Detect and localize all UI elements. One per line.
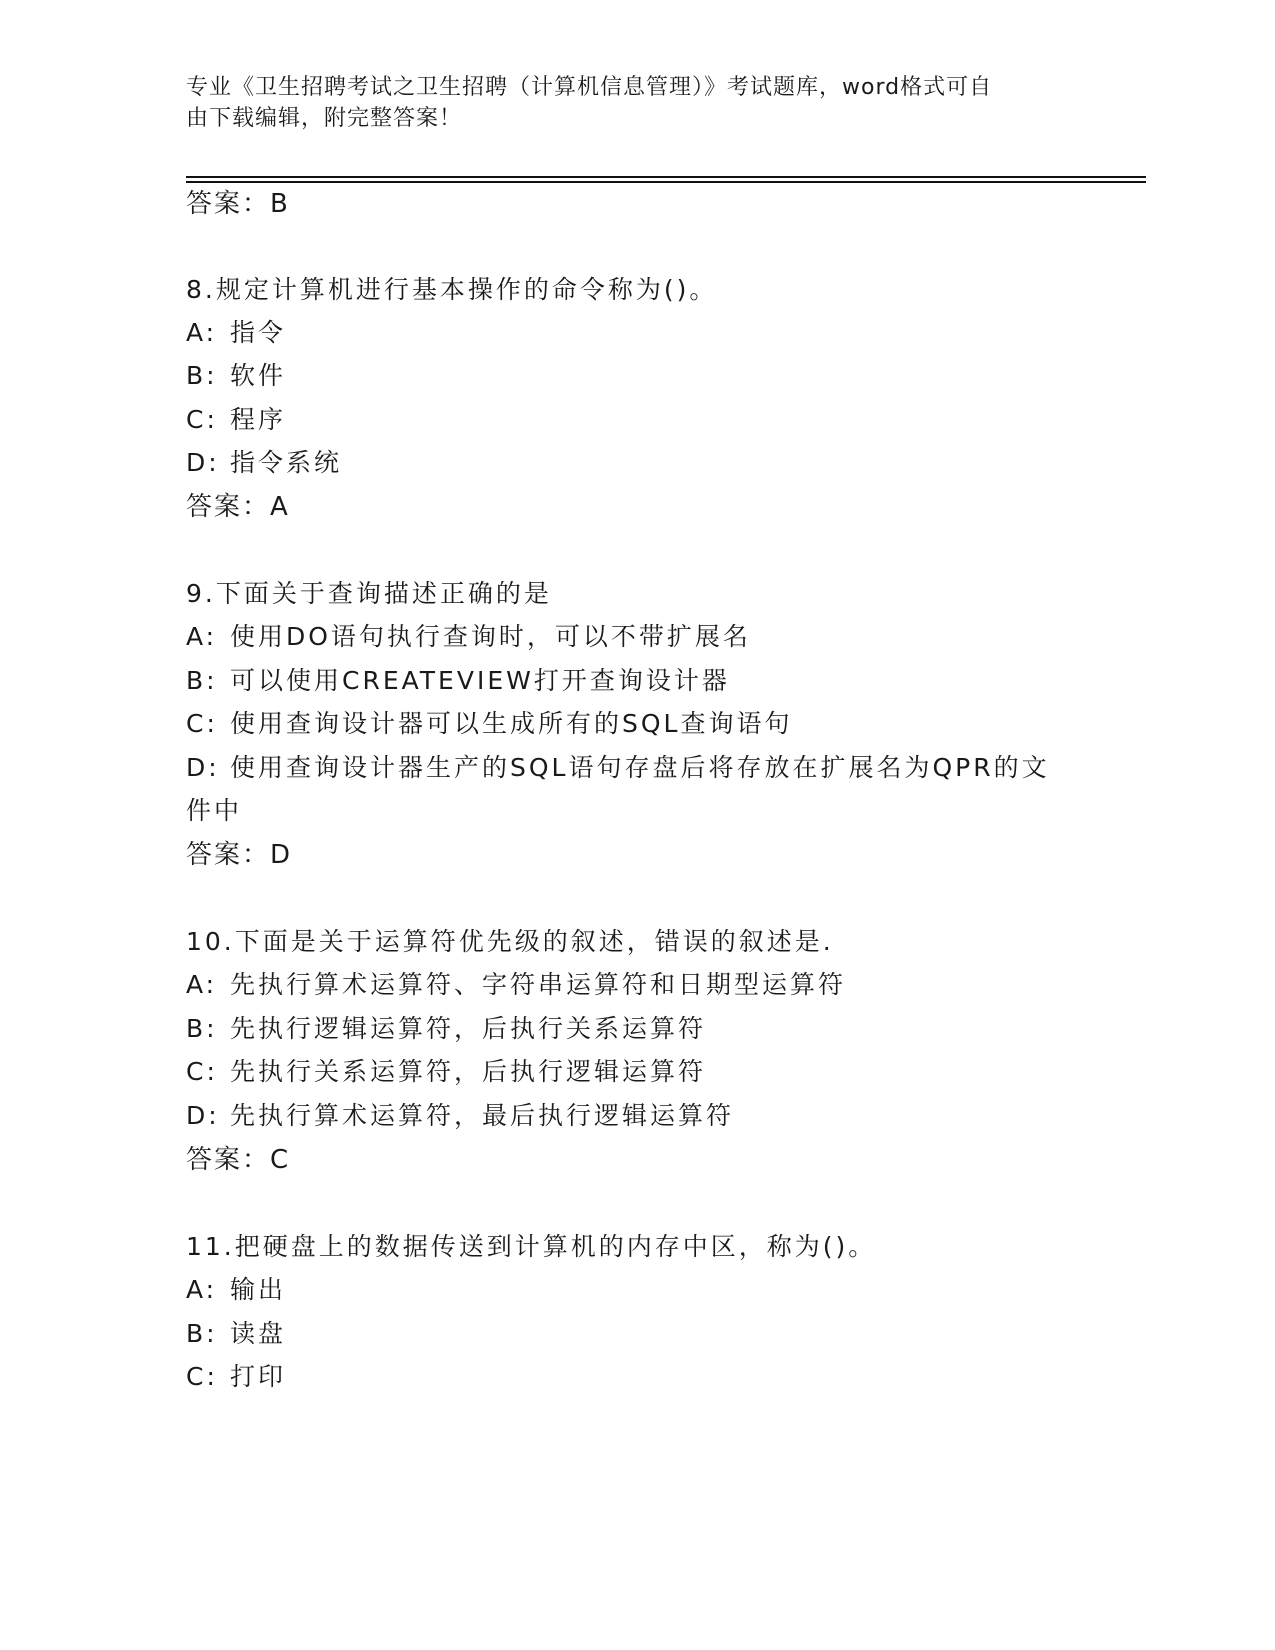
- header-line-2: 由下载编辑，附完整答案！: [186, 106, 463, 131]
- question-10-answer: 答案：C: [186, 1145, 291, 1175]
- question-8-option-a: A: 指令: [186, 318, 287, 347]
- question-9-option-c: C: 使用查询设计器可以生成所有的SQL查询语句: [186, 709, 793, 738]
- answer-prev: 答案：B: [186, 189, 290, 219]
- question-8-option-d: D: 指令系统: [186, 448, 343, 477]
- question-9-option-a: A: 使用DO语句执行查询时，可以不带扩展名: [186, 622, 751, 651]
- header-divider-bottom: [186, 181, 1146, 183]
- question-8-option-b: B: 软件: [186, 361, 287, 390]
- question-8-stem: 8.规定计算机进行基本操作的命令称为()。: [186, 275, 718, 304]
- question-10-option-a: A: 先执行算术运算符、字符串运算符和日期型运算符: [186, 970, 847, 999]
- document-header: [186, 72, 1066, 134]
- question-11-option-c: C: 打印: [186, 1362, 287, 1391]
- question-11-option-b: B: 读盘: [186, 1319, 287, 1348]
- question-9-stem: 9.下面关于查询描述正确的是: [186, 579, 552, 608]
- header-divider-top: [186, 176, 1146, 178]
- question-9-answer: 答案：D: [186, 840, 293, 870]
- question-8-option-c: C: 程序: [186, 405, 287, 434]
- question-10-stem: 10.下面是关于运算符优先级的叙述，错误的叙述是.: [186, 927, 834, 956]
- question-10-option-b: B: 先执行逻辑运算符，后执行关系运算符: [186, 1014, 707, 1043]
- header-line-1: 专业《卫生招聘考试之卫生招聘（计算机信息管理）》考试题库，word格式可自: [186, 75, 993, 100]
- question-9-option-d: D: 使用查询设计器生产的SQL语句存盘后将存放在扩展名为QPR的文: [186, 753, 1050, 782]
- question-11-option-a: A: 输出: [186, 1275, 287, 1304]
- question-10-option-d: D: 先执行算术运算符，最后执行逻辑运算符: [186, 1101, 735, 1130]
- question-10-option-c: C: 先执行关系运算符，后执行逻辑运算符: [186, 1057, 707, 1086]
- question-11-stem: 11.把硬盘上的数据传送到计算机的内存中区，称为()。: [186, 1232, 877, 1261]
- question-9-option-d-continued: 件中: [186, 796, 243, 825]
- question-8-answer: 答案：A: [186, 492, 290, 522]
- question-9-option-b: B: 可以使用CREATEVIEW打开查询设计器: [186, 666, 730, 695]
